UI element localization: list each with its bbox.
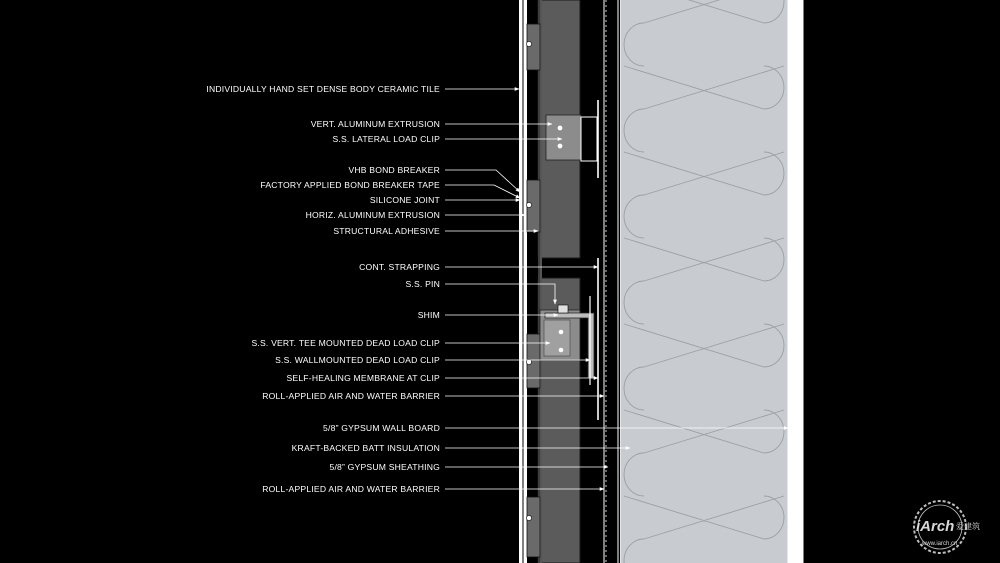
label-batt: KRAFT-BACKED BATT INSULATION: [291, 443, 440, 453]
gypsum-sheathing: [603, 0, 620, 563]
label-tile: INDIVIDUALLY HAND SET DENSE BODY CERAMIC TILE: [206, 84, 440, 94]
label-lateral-clip: S.S. LATERAL LOAD CLIP: [332, 134, 440, 144]
label-bond-tape: FACTORY APPLIED BOND BREAKER TAPE: [260, 180, 440, 190]
label-vert-extrusion: VERT. ALUMINUM EXTRUSION: [310, 119, 440, 129]
label-strapping: CONT. STRAPPING: [359, 262, 440, 272]
vertical-extrusions: [538, 0, 580, 563]
label-barrier-1: ROLL-APPLIED AIR AND WATER BARRIER: [262, 391, 440, 401]
label-wall-clip: S.S. WALLMOUNTED DEAD LOAD CLIP: [275, 355, 440, 365]
label-silicone: SILICONE JOINT: [369, 195, 440, 205]
batt-insulation: [620, 0, 788, 563]
label-horiz-extrusion: HORIZ. ALUMINUM EXTRUSION: [305, 210, 440, 220]
label-vhb: VHB BOND BREAKER: [348, 165, 440, 175]
label-adhesive: STRUCTURAL ADHESIVE: [333, 226, 440, 236]
label-gypsum-sheathing: 5/8” GYPSUM SHEATHING: [329, 462, 440, 472]
label-shim: SHIM: [417, 310, 440, 320]
gypsum-wall-board: [788, 0, 804, 563]
label-membrane-clip: SELF-HEALING MEMBRANE AT CLIP: [286, 373, 440, 383]
label-barrier-2: ROLL-APPLIED AIR AND WATER BARRIER: [262, 484, 440, 494]
lateral-load-clip: [546, 115, 597, 161]
label-gypsum-board: 5/8” GYPSUM WALL BOARD: [323, 423, 440, 433]
watermark-url: www.iarch.cn: [922, 541, 958, 547]
label-tee-clip: S.S. VERT. TEE MOUNTED DEAD LOAD CLIP: [251, 338, 440, 348]
watermark-chinese: 爱建筑: [956, 522, 980, 531]
ceramic-tile: [519, 0, 527, 563]
watermark-brand: iArch: [916, 518, 955, 535]
label-pin: S.S. PIN: [405, 279, 440, 289]
